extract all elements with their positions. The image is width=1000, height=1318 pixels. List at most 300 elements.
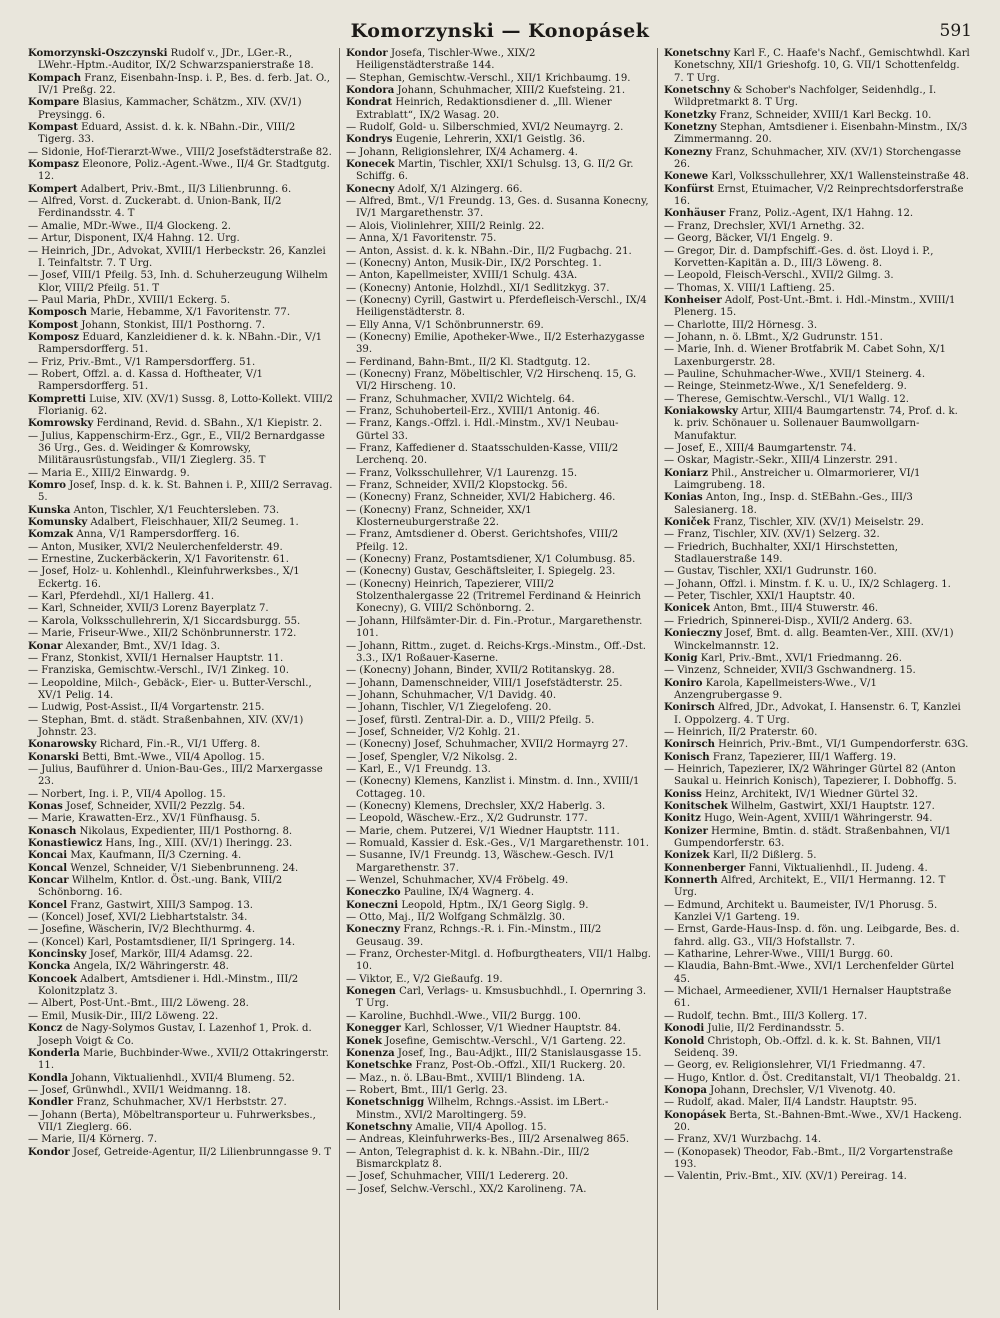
directory-entry (664, 529, 970, 541)
directory-entry (346, 480, 651, 492)
entry-surname: Konicek (664, 603, 711, 615)
entry-details: Franz, Gastwirt, XIII/3 Sampog. 13. (70, 899, 253, 911)
directory-entry (28, 542, 333, 554)
entry-surname: Komro (28, 480, 67, 492)
entry-details: — Thomas, X. VIII/1 Laftieng. 25. (664, 282, 835, 294)
entry-surname: Konecny (346, 183, 395, 195)
entry-details: — Anton, Kapellmeister, XVIII/1 Schulg. 43A. (346, 270, 578, 282)
entry-surname: Konirsch (664, 702, 715, 714)
directory-entry (28, 48, 333, 73)
entry-surname: Konetschke (346, 1060, 413, 1072)
directory-entry (664, 1085, 970, 1097)
directory-entry (346, 566, 651, 578)
entry-details: — (Konecny) Johann, Binder, XVII/2 Rotitanskyg. 28. (346, 665, 615, 677)
entry-details: — Johann, Schuhmacher, V/1 Davidg. 40. (346, 689, 557, 701)
directory-entry (664, 752, 970, 764)
entry-details: — Emil, Musik-Dir., III/2 Löweng. 22. (28, 1010, 219, 1022)
directory-entry (346, 924, 651, 949)
entry-details: — Anton, Telegraphist d. k. k. NBahn.-Dir., III/2 Bismarckplatz 8. (346, 1146, 590, 1170)
entry-surname: Konasch (28, 825, 77, 837)
directory-entry (346, 159, 651, 184)
directory-entry (28, 603, 333, 615)
directory-entry (664, 665, 970, 677)
directory-entry (346, 1073, 651, 1085)
entry-details: — Friedrich, Buchhalter, XXI/1 Hirschstetten, Stadlauerstraße 149. (664, 541, 898, 566)
entry-details: Franz, Schuhmacher, XIV. (XV/1) Storchengasse 26. (674, 146, 962, 171)
directory-entry (664, 801, 970, 813)
entry-details: — Franz, Tischler, XIV. (XV/1) Selzerg. 32. (664, 529, 880, 541)
directory-entry (28, 813, 333, 825)
entry-details: Johann, Drechsler, V/1 Vivenotg. 40. (710, 1084, 896, 1096)
entry-surname: Kompost (28, 319, 79, 331)
entry-details: — Ernst, Garde-Haus-Insp. d. fön. ung. Leibgarde, Bes. d. fahrd. allg. G3., VII/3 Hofstallstr. 7. (664, 924, 960, 948)
directory-entry (664, 295, 970, 320)
directory-entry (664, 826, 970, 851)
directory-entry (346, 739, 651, 751)
directory-entry (346, 48, 651, 73)
directory-entry (346, 875, 651, 887)
entry-details: Johann, Stonkist, III/1 Posthorng. 7. (81, 319, 266, 331)
entry-surname: Konastiewicz (28, 838, 103, 849)
entry-details: — Rudolf, Gold- u. Silberschmied, XVI/2 Neumayrg. 2. (346, 122, 624, 134)
entry-details: — Rudolf, techn. Bmt., III/3 Kollerg. 17. (664, 1010, 868, 1022)
entry-details: Julie, II/2 Ferdinandsstr. 5. (707, 1023, 845, 1035)
entry-details: — (Konecny) Antonie, Holzhdl., XI/1 Sedlitzkyg. 37. (346, 282, 610, 294)
directory-entry (28, 505, 333, 517)
entry-details: — Johann, Rittm., zuget. d. Reichs-Krgs.-Minstm., Off.-Dst. 3.3., IX/1 Roßauer-Kaserne. (346, 640, 647, 664)
entry-details: Phil., Anstreicher u. Olmarmorierer, VI/1 Laimgrubeng. 18. (674, 467, 921, 492)
directory-entry (28, 1023, 333, 1048)
entry-details: Marie, Hebamme, X/1 Favoritenstr. 77. (90, 307, 291, 319)
entry-details: Franz, Rchngs.-R. i. Fin.-Minstm., III/2 Geusaug. 39. (356, 924, 602, 948)
directory-entry (346, 752, 651, 764)
entry-details: Karl, Volksschullehrer, XX/1 Wallensteinstraße 48. (711, 171, 969, 183)
directory-entry (346, 147, 651, 159)
entry-details: — Artur, Disponent, IX/4 Hahng. 12. Urg. (28, 233, 240, 245)
entry-details: Hans, Ing., XIII. (XV/1) Iheringg. 23. (105, 838, 293, 849)
entry-surname: Konias (664, 492, 703, 504)
directory-entry (346, 813, 651, 825)
entry-details: Eugenie, Lehrerin, XXI/1 Geistlg. 36. (395, 134, 586, 146)
entry-details: — (Konecny) Klemens, Kanzlist i. Minstm. d. Inn., XVIII/1 Cottageg. 10. (346, 776, 640, 800)
entry-details: — Elly Anna, V/1 Schönbrunnerstr. 69. (346, 319, 544, 331)
entry-details: — (Konecny) Gustav, Geschäftsleiter, I. Spiegelg. 23. (346, 566, 616, 578)
entry-surname: Konetzny (664, 122, 717, 134)
directory-entry (346, 357, 651, 369)
entry-details: Alfred, Architekt, E., VII/1 Hermanng. 12. T Urg. (674, 875, 946, 899)
entry-details: — Robert, Offzl. a. d. Kassa d. Hoftheater, V/1 Rampersdorfferg. 51. (28, 368, 263, 393)
entry-details: — Sidonie, Hof-Tierarzt-Wwe., VIII/2 Josefstädterstraße 82. (28, 146, 332, 158)
entry-surname: Kompare (28, 97, 80, 109)
entry-details: Hugo, Wein-Agent, XVIII/1 Währingerstr. 94. (704, 813, 933, 825)
entry-details: Karl F., C. Haafe's Nachf., Gemischtwhdl. Karl Konetschny, XII/1 Grieshofg. 10, G. VII/1 Schottenfeldg. 7. T Urg. (674, 48, 970, 84)
directory-entry (346, 887, 651, 899)
entry-details: — Leopold, Wäschew.-Erz., X/2 Gudrunstr. 177. (346, 813, 588, 825)
running-head (22, 14, 978, 48)
entry-surname: Konecek (346, 159, 395, 171)
directory-entry (664, 813, 970, 825)
directory-entry (664, 1134, 970, 1146)
directory-entry (28, 949, 333, 961)
directory-entry (346, 702, 651, 714)
entry-details: — Johann, Hilfsämter-Dir. d. Fin.-Protur., Margarethenstr. 101. (346, 615, 643, 640)
directory-entry (346, 678, 651, 690)
directory-entry (664, 1110, 970, 1135)
entry-details: — Hugo, Kntlor. d. Öst. Creditanstalt, VI/1 Theobaldg. 21. (664, 1072, 961, 1084)
directory-entry (346, 1023, 651, 1035)
entry-surname: Komzak (28, 529, 74, 541)
directory-entry (28, 937, 333, 949)
directory-entry (28, 961, 333, 973)
entry-surname: Koncinsky (28, 949, 87, 961)
directory-entry (28, 715, 333, 740)
entry-details: — Amalie, MDr.-Wwe., II/4 Glockeng. 2. (28, 220, 231, 232)
entry-surname: Konnerth (664, 875, 718, 887)
entry-details: — Alfred, Vorst. d. Zuckerabt. d. Union-Bank, II/2 Ferdinandsstr. 4. T (28, 196, 282, 220)
entry-details: — Johann (Berta), Möbeltransporteur u. Fuhrwerksbes., VII/1 Zieglerg. 66. (28, 1109, 316, 1133)
directory-entry (346, 838, 651, 850)
entry-surname: Komrowsky (28, 418, 94, 430)
directory-entry (664, 1147, 970, 1172)
entry-surname: Kondrat (346, 97, 393, 109)
directory-entry (664, 1097, 970, 1109)
directory-entry (28, 394, 333, 419)
entry-surname: Konig (664, 652, 698, 664)
directory-entry (664, 1171, 970, 1183)
entry-details: — Georg, Bäcker, VI/1 Engelg. 9. (664, 233, 833, 245)
entry-details: — Ludwig, Post-Assist., II/4 Vorgartenstr. 215. (28, 702, 265, 714)
entry-surname: Konfürst (664, 183, 714, 195)
directory-entry (664, 208, 970, 220)
entry-details: Martin, Tischler, XXI/1 Schulsg. 13, G. II/2 Gr. Schiffg. 6. (356, 159, 634, 183)
entry-surname: Konegger (346, 1023, 401, 1035)
entry-details: — Edmund, Architekt u. Baumeister, IV/1 Phorusg. 5. Kanzlei V/1 Garteng. 19. (664, 899, 938, 924)
entry-surname: Kondor (28, 1146, 70, 1158)
entry-details: — Leopold, Fleisch-Verschl., XVII/2 Gilmg. 3. (664, 270, 894, 282)
directory-entry (664, 48, 970, 85)
entry-details: — Maz., n. ö. LBau-Bmt., XVIII/1 Blindeng. 1A. (346, 1072, 586, 1084)
entry-details: Josef, Insp. d. k. k. St. Bahnen i. P., XIII/2 Serravag. 5. (38, 480, 333, 504)
entry-details: Heinz, Architekt, IV/1 Wiedner Gürtel 32. (705, 788, 918, 800)
entry-details: — Franz, Schuhmacher, XVII/2 Wichtelg. 64. (346, 393, 575, 405)
directory-entry (346, 529, 651, 554)
entry-details: Adolf, Post-Unt.-Bmt. i. Hdl.-Minstm., XVIII/1 Plenerg. 15. (674, 294, 956, 319)
entry-details: — (Konecny) Franz, Schneider, XX/1 Klosterneuburgerstraße 22. (346, 504, 532, 529)
entry-details: — Klaudia, Bahn-Bmt.-Wwe., XVI/1 Lerchenfelder Gürtel 45. (664, 961, 954, 985)
entry-surname: Konewe (664, 171, 709, 183)
directory-entry (664, 739, 970, 751)
directory-entry (664, 221, 970, 233)
entry-details: — Alois, Violinlehrer, XIII/2 Reinlg. 22. (346, 220, 545, 232)
entry-details: — Susanne, IV/1 Freundg. 13, Wäschew.-Gesch. IV/1 Margarethenstr. 37. (346, 850, 615, 874)
entry-details: — Marie, chem. Putzerei, V/1 Wiedner Hauptstr. 111. (346, 825, 620, 837)
entry-details: Richard, Fin.-R., VI/1 Ufferg. 8. (99, 739, 261, 751)
entry-details: Artur, XIII/4 Baumgartenstr. 74, Prof. d. k. k. priv. Schönauer u. Sollenauer Baumwollgarn-Manufaktur. (674, 405, 958, 442)
directory-entry (664, 924, 970, 949)
entry-details: — (Koncel) Karl, Postamtsdiener, II/1 Springerg. 14. (28, 936, 296, 948)
directory-entry (28, 480, 333, 505)
directory-entry (28, 468, 333, 480)
entry-surname: Kompach (28, 72, 82, 84)
entry-details: Fanni, Viktualienhdl., II. Judeng. 4. (748, 862, 928, 874)
entry-details: Franz, Tapezierer, III/1 Wafferg. 19. (712, 751, 897, 763)
entry-details: — Stephan, Gemischtw.-Verschl., XII/1 Krichbaumg. 19. (346, 72, 631, 84)
directory-entry (664, 394, 970, 406)
entry-details: — Josef, Grünwhdl., XVII/1 Weidmanng. 18. (28, 1084, 251, 1096)
directory-entry (346, 1011, 651, 1023)
directory-entry (346, 418, 651, 443)
directory-entry (664, 542, 970, 567)
directory-entry (28, 998, 333, 1010)
directory-entry (28, 369, 333, 394)
directory-entry (28, 233, 333, 245)
entry-surname: Komposch (28, 307, 87, 319)
entry-details: — (Konecny) Klemens, Drechsler, XX/2 Haberlg. 3. (346, 800, 606, 812)
directory-entry (664, 628, 970, 653)
entry-details: Eduard, Kanzleidiener d. k. k. NBahn.-Dir., V/1 Rampersdorfferg. 51. (38, 331, 323, 356)
entry-details: Amalie, VII/4 Apollog. 15. (415, 1121, 547, 1133)
directory-entry (664, 246, 970, 271)
entry-details: — Franz, Drechsler, XVI/1 Arnethg. 32. (664, 220, 865, 232)
entry-details: — Josef, Schuhmacher, VIII/1 Ledererg. 20. (346, 1171, 569, 1183)
entry-surname: Kompast (28, 122, 78, 134)
directory-entry (664, 961, 970, 986)
entry-details: — (Konecny) Anton, Musik-Dir., IX/2 Porschteg. 1. (346, 257, 602, 269)
directory-entry (664, 381, 970, 393)
entry-surname: Koncar (28, 875, 69, 887)
entry-details: — Stephan, Bmt. d. städt. Straßenbahnen, XIV. (XV/1) Johnstr. 23. (28, 714, 304, 738)
entry-details: Rudolf v., JDr., LGer.-R., LWehr.-Hptm.-Auditor, IX/2 Schwarzspanierstraße 18. (38, 48, 314, 72)
directory-entry (28, 752, 333, 764)
directory-entry (664, 850, 970, 862)
entry-surname: Koncal (28, 862, 68, 874)
entry-details: — (Konecny) Franz, Schneider, XVI/2 Habicherg. 46. (346, 492, 616, 504)
entry-details: Josef, Ing., Bau-Adjkt., III/2 Stanislausgasse 15. (397, 1047, 642, 1059)
directory-entry (28, 73, 333, 98)
entry-details: Marie, Buchbinder-Wwe., XVII/2 Ottakringerstr. 11. (38, 1047, 329, 1072)
entry-details: — Josef, VIII/1 Pfeilg. 53, Inh. d. Schuherzeugung Wilhelm Klor, VIII/2 Pfeilg. 51. T (28, 270, 328, 294)
entry-details: Ferdinand, Revid. d. SBahn., X/1 Kiepistr. 2. (96, 418, 323, 430)
directory-entry (346, 332, 651, 357)
directory-entry (28, 702, 333, 714)
directory-entry (346, 184, 651, 196)
directory-entry (346, 97, 651, 122)
entry-details: de Nagy-Solymos Gustav, I. Lazenhof 1, Prok. d. Joseph Voigt & Co. (38, 1023, 312, 1047)
directory-entry (346, 579, 651, 616)
directory-entry (346, 850, 651, 875)
directory-entry (346, 776, 651, 801)
directory-entry (28, 764, 333, 789)
entry-details: — Peter, Tischler, XXI/1 Hauptstr. 40. (664, 591, 856, 603)
entry-details: Berta, St.-Bahnen-Bmt.-Wwe., XV/1 Hackeng. 20. (674, 1109, 962, 1133)
directory-entry (664, 492, 970, 517)
entry-details: Franz, Post-Ob.-Offzl., XII/1 Ruckerg. 20. (415, 1060, 626, 1072)
directory-entry (28, 789, 333, 801)
entry-details: — Vinzenz, Schneider, XVII/3 Gschwandnerg. 15. (664, 665, 916, 677)
directory-entry (664, 875, 970, 900)
directory-entry (346, 492, 651, 504)
directory-entry (346, 406, 651, 418)
entry-details: — Katharine, Lehrer-Wwe., VIII/1 Burgg. 60. (664, 949, 894, 961)
entry-details: Wilhelm, Rchngs.-Assist. im LBert.-Minstm., XVI/2 Maroltingerg. 59. (356, 1097, 609, 1121)
entry-surname: Konhäuser (664, 208, 726, 220)
entry-surname: Koncz (28, 1023, 63, 1035)
directory-entry (346, 295, 651, 320)
entry-details: — Valentin, Priv.-Bmt., XIV. (XV/1) Pereirag. 14. (664, 1171, 907, 1183)
entry-surname: Konisch (664, 751, 710, 763)
entry-details: Wilhelm, Kntlor. d. Öst.-ung. Bank, VIII/2 Schönborng. 16. (38, 875, 283, 899)
entry-details: Josef, Bmt. d. allg. Beamten-Ver., XIII. (XV/1) Winckelmannstr. 12. (674, 628, 954, 652)
entry-details: — Josef, fürstl. Zentral-Dir. a. D., VIII/2 Pfeilg. 5. (346, 714, 595, 726)
entry-surname: Kondor (346, 48, 388, 59)
entry-details: — Heinrich, JDr., Advokat, XVIII/1 Herbeckstr. 26, Kanzlei I. Teinfaltstr. 7. T Urg. (28, 245, 326, 269)
directory-entry (346, 1085, 651, 1097)
entry-surname: Konitz (664, 813, 701, 825)
directory-entry (28, 295, 333, 307)
directory-entry (346, 258, 651, 270)
entry-surname: Konitschek (664, 800, 728, 812)
directory-entry (28, 665, 333, 677)
directory-entry (28, 184, 333, 196)
directory-entry (346, 505, 651, 530)
entry-surname: Konegen (346, 986, 396, 998)
directory-entry (346, 1184, 651, 1196)
entry-details: — Franziska, Gemischtw.-Verschl., IV/1 Zinkeg. 10. (28, 665, 289, 677)
directory-entry (28, 566, 333, 591)
entry-surname: Koneczny (346, 924, 401, 936)
entry-details: — Heinrich, Tapezierer, IX/2 Währinger Gürtel 82 (Anton Saukal u. Heinrich Konisch), Tapezierer, I. Dobhoffg. 5. (664, 763, 957, 788)
directory-entry (28, 924, 333, 936)
entry-details: Eleonore, Poliz.-Agent.-Wwe., II/4 Gr. Stadtgutg. 12. (38, 159, 330, 183)
directory-entry (346, 85, 651, 97)
entry-details: — Josef, Selchw.-Verschl., XX/2 Karolineng. 7A. (346, 1183, 587, 1195)
directory-entry (28, 246, 333, 271)
directory-entry (28, 431, 333, 468)
entry-details: Anna, V/1 Rampersdorfferg. 16. (76, 529, 240, 541)
entry-details: — Julius, Bauführer d. Union-Bau-Ges., III/2 Marxergasse 23. (28, 763, 323, 788)
entry-surname: Konenza (346, 1047, 395, 1059)
entry-details: Karl, Schlosser, V/1 Wiedner Hauptstr. 84. (404, 1023, 621, 1035)
directory-entry (346, 1122, 651, 1134)
directory-entry (346, 554, 651, 566)
directory-entry (346, 986, 651, 1011)
directory-entry (28, 1147, 333, 1159)
directory-entry (28, 418, 333, 430)
entry-details: — Leopoldine, Milch-, Gebäck-, Eier- u. Butter-Verschl., XV/1 Pelig. 14. (28, 677, 312, 701)
entry-surname: Kompasz (28, 159, 79, 171)
directory-entry (28, 332, 333, 357)
directory-entry (664, 171, 970, 183)
entry-details: — Maria E., XIII/2 Einwardg. 9. (28, 467, 190, 479)
directory-entry (664, 986, 970, 1011)
directory-entry (664, 789, 970, 801)
directory-entry (664, 591, 970, 603)
entry-details: — Albert, Post-Unt.-Bmt., III/2 Löweng. 28. (28, 998, 249, 1010)
directory-entry (28, 875, 333, 900)
entry-surname: Kompert (28, 183, 78, 195)
entry-details: Josef, Markör, III/4 Adamsg. 22. (89, 949, 253, 961)
page-number: 591 (939, 21, 972, 41)
directory-entry (346, 826, 651, 838)
directory-entry (28, 838, 333, 850)
directory-entry (664, 184, 970, 209)
entry-details: Josef, Schneider, XVII/2 Pezzlg. 54. (66, 800, 246, 812)
directory-entry (28, 801, 333, 813)
entry-details: — Marie, II/4 Körnerg. 7. (28, 1134, 158, 1146)
directory-entry (346, 801, 651, 813)
directory-entry (28, 974, 333, 999)
directory-entry (346, 764, 651, 776)
directory-entry (664, 406, 970, 443)
entry-details: Nikolaus, Expedienter, III/1 Posthorng. 8. (79, 825, 293, 837)
entry-details: Anton, Tischler, X/1 Feuchtersleben. 73. (73, 504, 280, 516)
directory-entry (346, 1048, 651, 1060)
directory-entry (346, 122, 651, 134)
directory-entry (664, 283, 970, 295)
entry-details: — Oskar, Magistr.-Sekr., XIII/4 Linzerstr. 291. (664, 455, 898, 467)
directory-entry (346, 369, 651, 394)
entry-details: — Franz, Amtsdiener d. Oberst. Gerichtshofes, VIII/2 Pfeilg. 12. (346, 529, 619, 553)
entry-surname: Kondrys (346, 134, 393, 146)
directory-entry (664, 110, 970, 122)
entry-details: — Ernestine, Zuckerbäckerin, X/1 Favoritenstr. 61. (28, 554, 289, 566)
entry-details: — Franz, Kangs.-Offzl. i. Hdl.-Minstm., XV/1 Neubau-Gürtel 33. (346, 418, 619, 442)
entry-surname: Konold (664, 1035, 705, 1047)
directory-entry (28, 1073, 333, 1085)
entry-details: Franz, Eisenbahn-Insp. i. P., Bes. d. ferb. Jat. O., IV/1 Preßg. 22. (38, 72, 330, 97)
directory-entry (664, 653, 970, 665)
directory-entry (664, 320, 970, 332)
entry-surname: Konetschnigg (346, 1097, 425, 1109)
entry-details: Anton, Ing., Insp. d. StEBahn.-Ges., III/3 Salesianerg. 18. (674, 492, 913, 516)
directory-entry (664, 863, 970, 875)
directory-entry (664, 900, 970, 925)
directory-entry (346, 641, 651, 666)
entry-details: Pauline, IX/4 Wagnerg. 4. (403, 887, 535, 899)
entry-details: — Anton, Assist. d. k. k. NBahn.-Dir., II/2 Fugbachg. 21. (346, 245, 632, 257)
entry-details: — Franz, Orchester-Mitgl. d. Hofburgtheaters, VII/1 Halbg. 10. (346, 949, 652, 973)
directory-entry (28, 900, 333, 912)
entry-details: — Franz, Stonkist, XVII/1 Hernalser Hauptstr. 11. (28, 652, 284, 664)
entry-details: Josef, Getreide-Agentur, II/2 Lilienbrunngasse 9. T (72, 1146, 332, 1158)
entry-details: — Alfred, Bmt., V/1 Freundg. 13, Ges. d. Susanna Konecny, IV/1 Margarethenstr. 37. (346, 196, 649, 220)
entry-details: Eduard, Assist. d. k. k. NBahn.-Dir., VIII/2 Tigerg. 33. (38, 122, 296, 146)
entry-details: — (Konecny) Josef, Schuhmacher, XVII/2 Hormayrg 27. (346, 739, 629, 751)
directory-entry (28, 196, 333, 221)
entry-surname: Konar (28, 640, 63, 652)
directory-entry (28, 739, 333, 751)
entry-details: Angela, IX/2 Währingerstr. 48. (73, 961, 229, 973)
entry-surname: Kondora (346, 85, 395, 97)
directory-entry (28, 591, 333, 603)
entry-details: Hermine, Bmtin. d. städt. Straßenbahnen, VI/1 Gumpendorferstr. 63. (674, 825, 952, 849)
directory-entry (28, 307, 333, 319)
entry-surname: Konizek (664, 850, 710, 862)
directory-entry (28, 122, 333, 147)
entry-surname: Konodi (664, 1023, 705, 1035)
directory-entry (664, 566, 970, 578)
entry-details: — (Konecny) Cyrill, Gastwirt u. Pferdefleisch-Verschl., IX/4 Heiligenstädterstr. 8. (346, 294, 647, 319)
directory-entry (346, 690, 651, 702)
entry-details: — Charlotte, III/2 Hörnesg. 3. (664, 319, 818, 331)
directory-entry (664, 233, 970, 245)
entry-surname: Koncoek (28, 973, 77, 985)
entry-details: — Karl, E., V/1 Freundg. 13. (346, 763, 491, 775)
directory-entry (664, 455, 970, 467)
directory-entry (346, 616, 651, 641)
directory-entry (346, 443, 651, 468)
entry-surname: Konopásek (664, 1109, 727, 1121)
